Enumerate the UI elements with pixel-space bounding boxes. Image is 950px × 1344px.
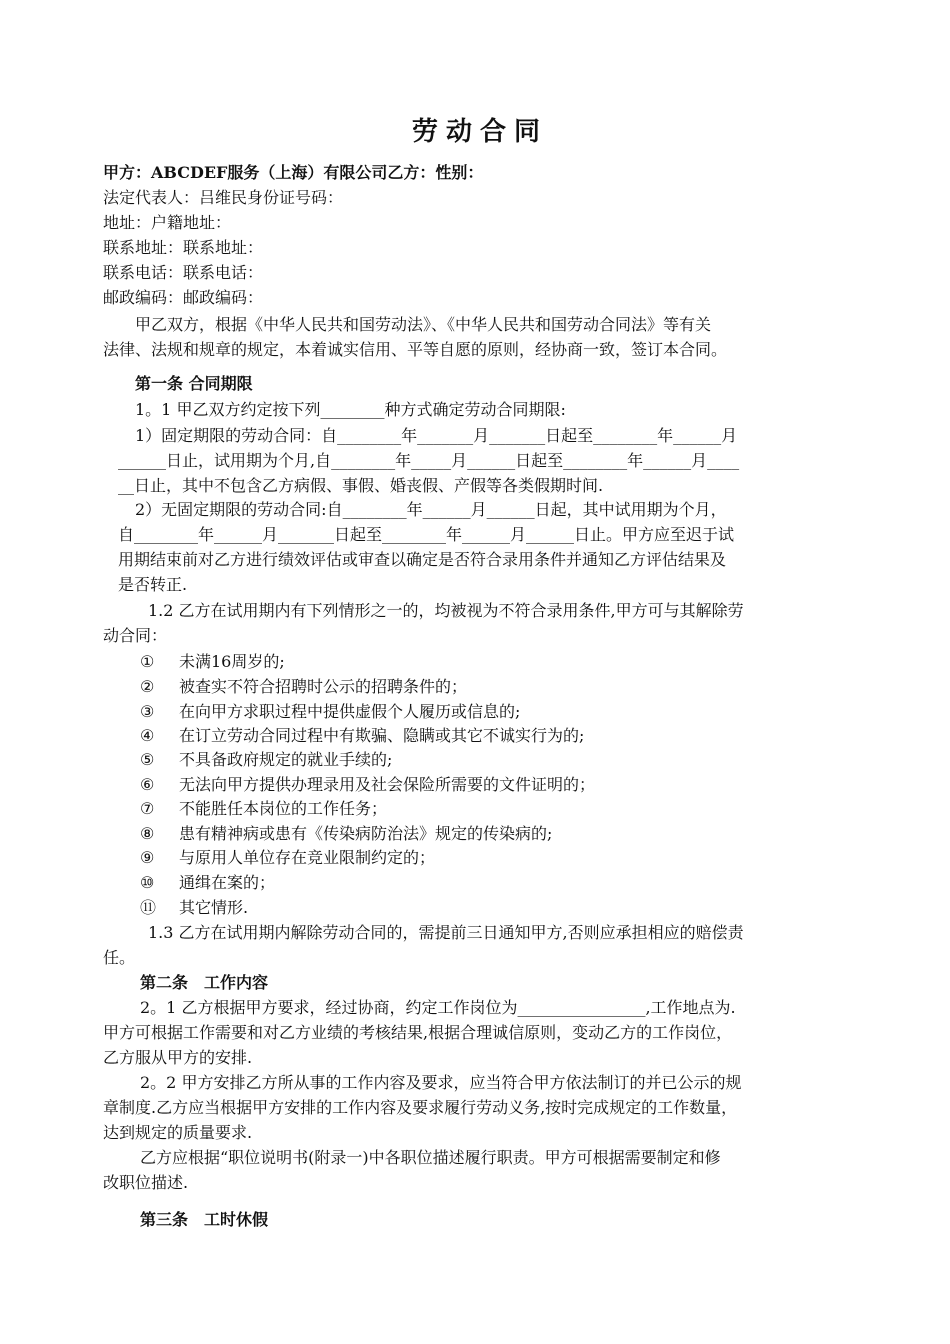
article-2-line: 2。2 甲方安排乙方所从事的工作内容及要求，应当符合甲方依法制订的并已公示的规: [140, 1073, 742, 1092]
article-1-line: 自________年______月_______日起至________年______月______日止。甲方应至迟于试: [118, 525, 735, 544]
list-item: 患有精神病或患有《传染病防治法》规定的传染病的;: [179, 824, 553, 843]
article-1-line: 动合同：: [103, 626, 168, 645]
article-1-line: 用期结束前对乙方进行绩效评估或审查以确定是否符合录用条件并通知乙方评估结果及: [118, 550, 727, 569]
article-2-line: 甲方可根据工作需要和对乙方业绩的考核结果,根据合理诚信原则，变动乙方的工作岗位，: [103, 1023, 733, 1042]
list-item-number: ⑩: [140, 873, 155, 892]
list-item: 通缉在案的；: [179, 873, 276, 892]
article-1-line: 是否转正.: [118, 575, 188, 594]
list-item: 在向甲方求职过程中提供虚假个人履历或信息的;: [179, 702, 521, 721]
party-line: 甲方：ABCDEF服务（上海）有限公司乙方：性别：: [103, 163, 484, 182]
list-item: 不具备政府规定的就业手续的;: [179, 750, 393, 769]
article-1-line: 1.2 乙方在试用期内有下列情形之一的，均被视为不符合录用条件,甲方可与其解除劳: [148, 601, 744, 620]
article-2-line: 2。1 乙方根据甲方要求，经过协商，约定工作岗位为________________,工作地点为.: [140, 998, 736, 1017]
preamble-line: 甲乙双方，根据《中华人民共和国劳动法》、《中华人民共和国劳动合同法》等有关: [135, 315, 712, 334]
party-line: 法定代表人：吕维民身份证号码：: [103, 188, 344, 207]
list-item-number: ②: [140, 677, 155, 696]
list-item: 不能胜任本岗位的工作任务；: [179, 799, 388, 818]
party-line: 联系电话：联系电话：: [103, 263, 264, 282]
page-title: 劳动合同: [412, 117, 549, 147]
article-1-line: 1。1 甲乙双方约定按下列________种方式确定劳动合同期限:: [135, 400, 566, 419]
list-item-number: ⑦: [140, 799, 155, 818]
list-item: 被查实不符合招聘时公示的招聘条件的；: [179, 677, 468, 696]
list-item: 未满16周岁的;: [179, 652, 285, 671]
list-item-number: ③: [140, 702, 155, 721]
article-1-line: 2）无固定期限的劳动合同:自________年______月______日起，其中试用期为个月，: [135, 500, 727, 519]
article-1-line: __日止，其中不包含乙方病假、事假、婚丧假、产假等各类假期时间.: [118, 476, 604, 495]
list-item: 其它情形.: [179, 898, 249, 917]
article-2-line: 改职位描述.: [103, 1173, 189, 1192]
article-2-line: 乙方应根据“职位说明书(附录一)中各职位描述履行职责。甲方可根据需要制定和修: [140, 1148, 721, 1167]
article-1-line: ______日止，试用期为个月,自________年_____月______日起至________年______月____: [118, 451, 740, 470]
article-1-tail-line: 1.3 乙方在试用期内解除劳动合同的，需提前三日通知甲方,否则应承担相应的赔偿责: [148, 923, 744, 942]
preamble-line: 法律、法规和规章的规定，本着诚实信用、平等自愿的原则，经协商一致，签订本合同。: [103, 340, 728, 359]
article-2-line: 乙方服从甲方的安排.: [103, 1048, 253, 1067]
article-1-heading: 第一条 合同期限: [135, 374, 253, 393]
article-2-line: 章制度.乙方应当根据甲方安排的工作内容及要求履行劳动义务,按时完成规定的工作数量，: [103, 1098, 738, 1117]
list-item: 与原用人单位存在竞业限制约定的；: [179, 848, 436, 867]
list-item-number: ①: [140, 652, 155, 671]
list-item: 在订立劳动合同过程中有欺骗、隐瞒或其它不诚实行为的;: [179, 726, 585, 745]
party-line: 邮政编码：邮政编码：: [103, 288, 264, 307]
list-item-number: ⑨: [140, 848, 155, 867]
article-1-tail-line: 任。: [103, 948, 136, 967]
article-2-heading: 第二条 工作内容: [140, 973, 269, 992]
list-item-number: ⑪: [140, 898, 157, 917]
list-item: 无法向甲方提供办理录用及社会保险所需要的文件证明的；: [179, 775, 596, 794]
article-3-heading: 第三条 工时休假: [140, 1210, 269, 1229]
article-1-line: 1）固定期限的劳动合同：自________年_______月_______日起至________年______月: [135, 426, 738, 445]
list-item-number: ⑤: [140, 750, 155, 769]
list-item-number: ⑥: [140, 775, 155, 794]
party-line: 地址：户籍地址：: [103, 213, 232, 232]
list-item-number: ④: [140, 726, 155, 745]
party-line: 联系地址：联系地址：: [103, 238, 264, 257]
article-2-line: 达到规定的质量要求.: [103, 1123, 253, 1142]
list-item-number: ⑧: [140, 824, 155, 843]
